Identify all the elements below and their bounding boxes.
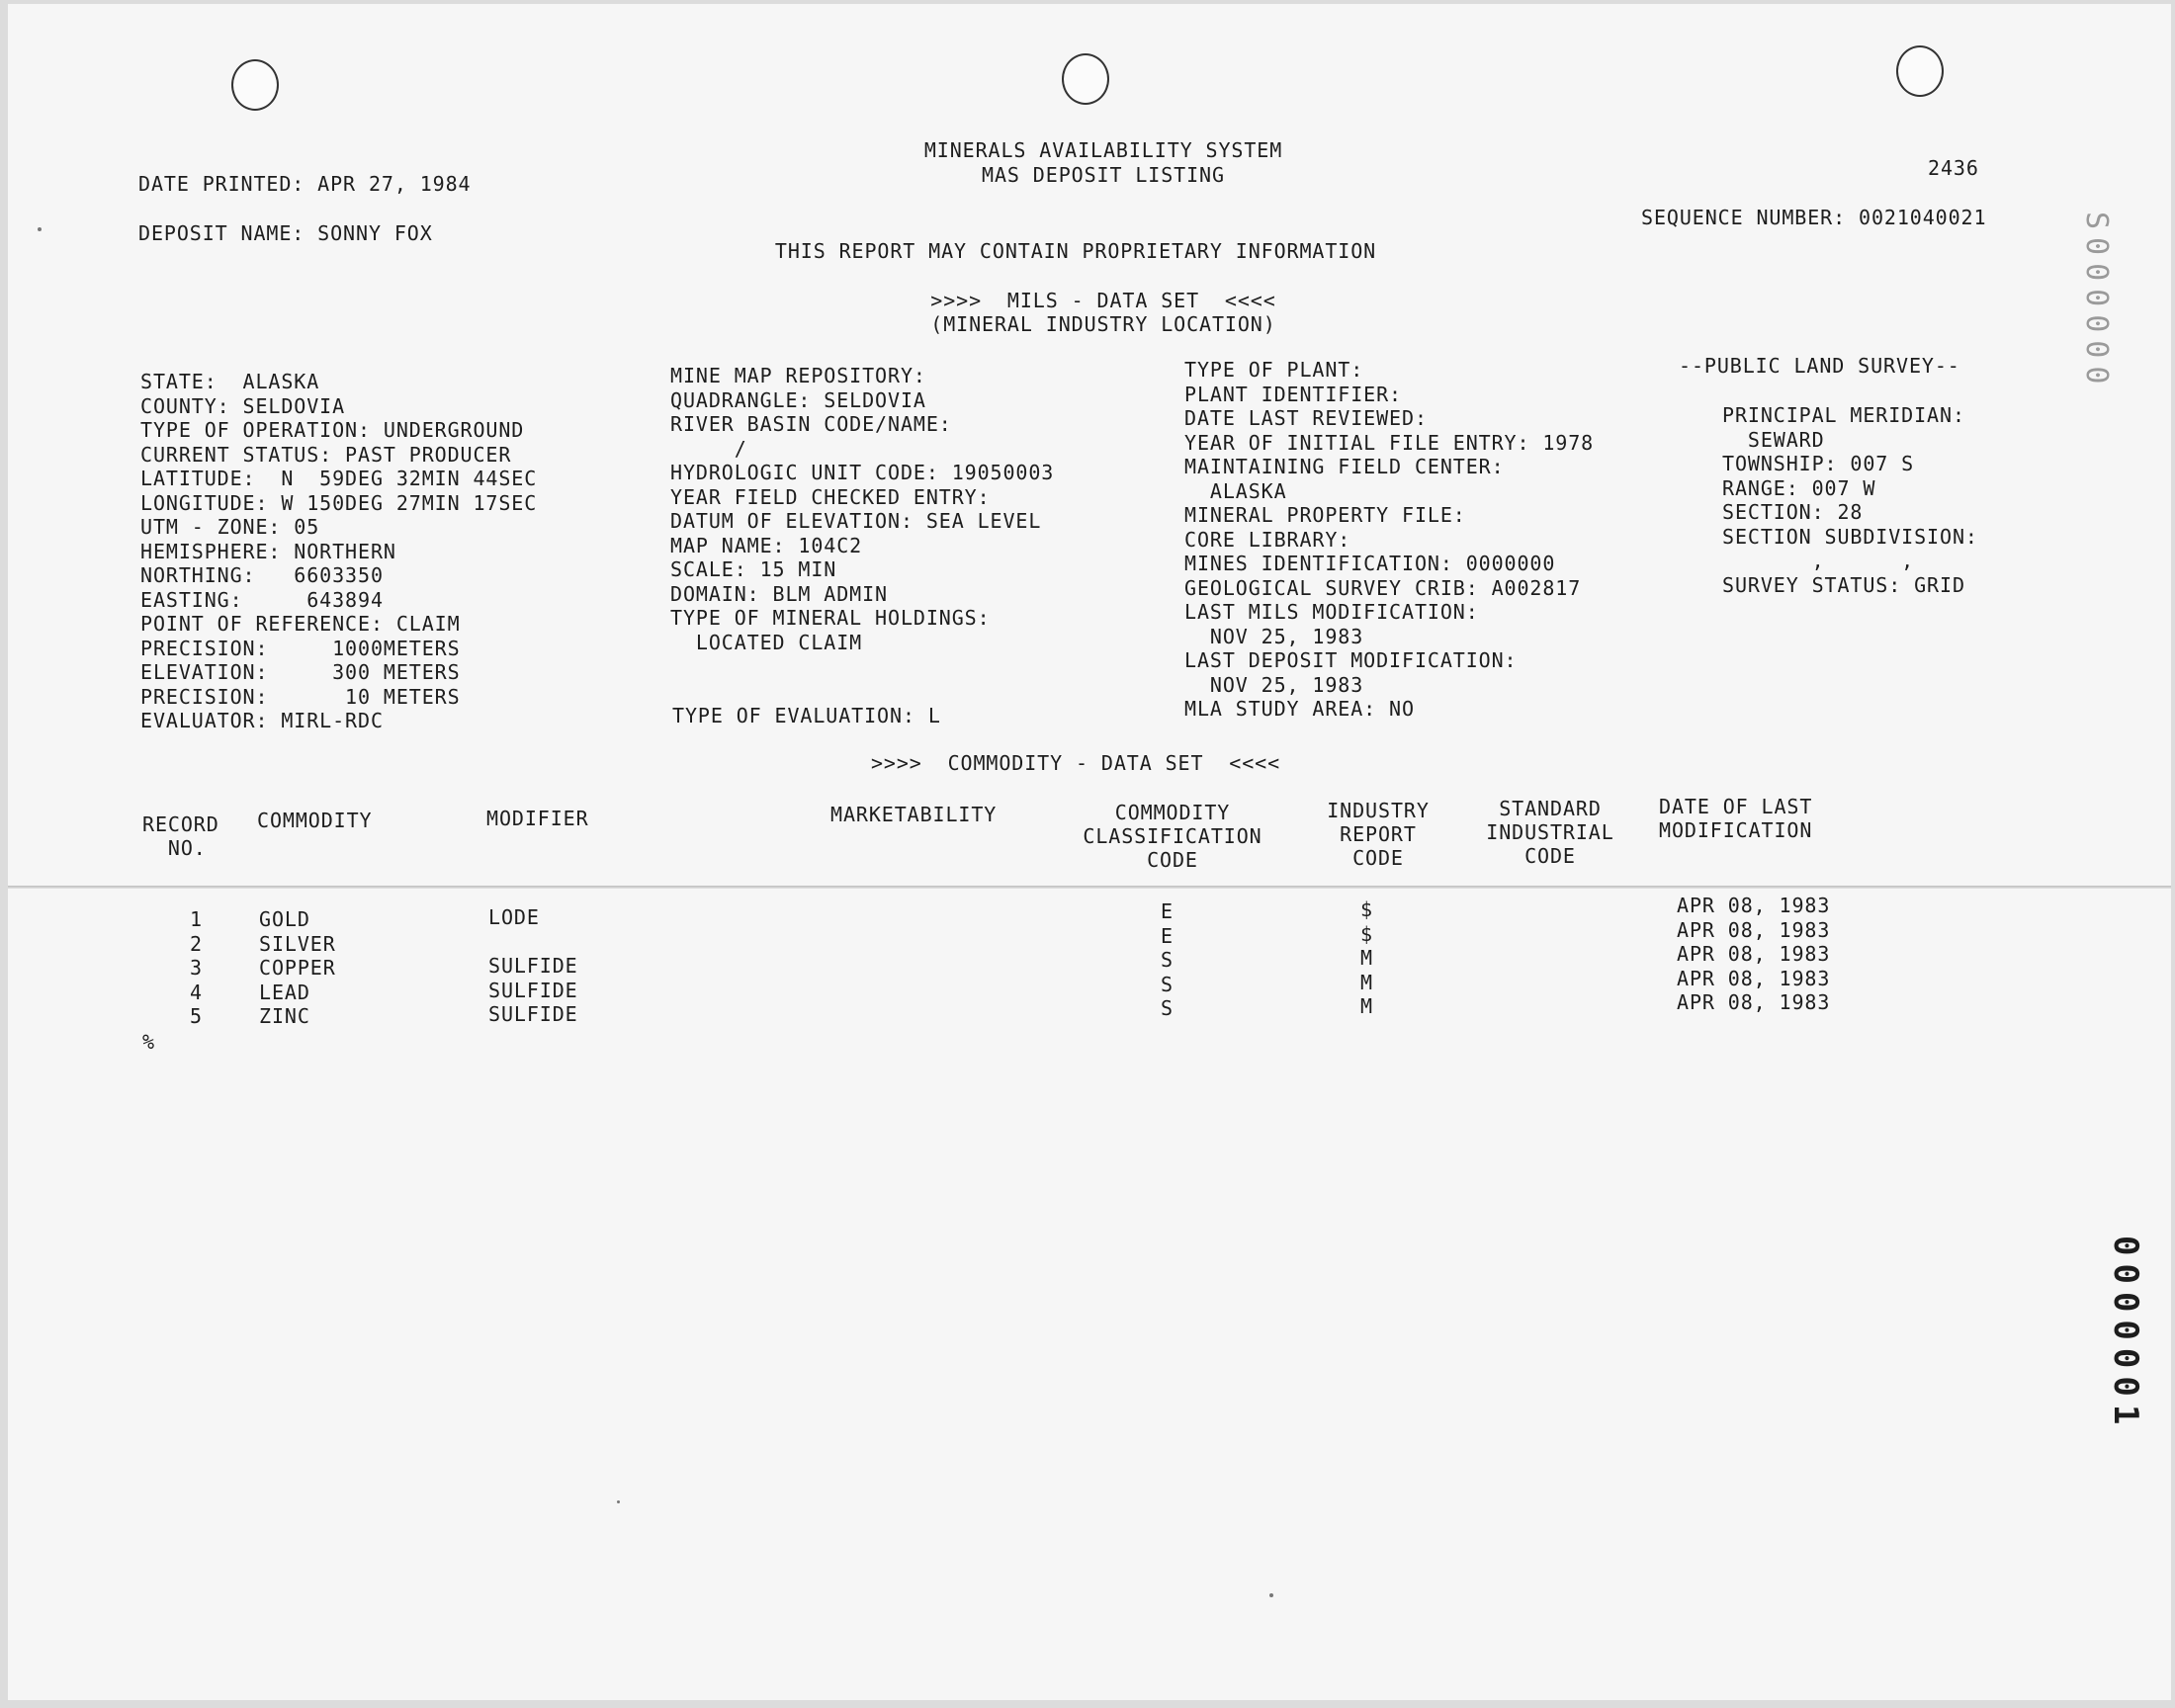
record-no: 1 [190,907,203,931]
survey-field: SEWARD [1722,427,1825,452]
mils-field: POINT OF REFERENCE: CLAIM [140,612,461,636]
commodity-modifier: SULFIDE [488,954,578,978]
survey-field: RANGE: 007 W [1722,475,1876,500]
mils-field: MAP NAME: 104C2 [670,533,863,557]
modification-date: APR 08, 1983 [1677,990,1831,1014]
mils-field: YEAR FIELD CHECKED ENTRY: [670,484,991,509]
system-title: MINERALS AVAILABILITY SYSTEM [923,138,1283,162]
date-printed: DATE PRINTED: APR 27, 1984 [138,172,472,196]
commodity-name: SILVER [259,931,336,956]
commodity-modifier: SULFIDE [488,1002,578,1026]
mils-field: CURRENT STATUS: PAST PRODUCER [140,442,512,467]
industry-report-code: $ [1360,897,1373,921]
scan-speck [38,227,42,231]
report-page [8,4,2171,1700]
industry-report-code: $ [1360,921,1373,946]
mils-field: HYDROLOGIC UNIT CODE: 19050003 [670,461,1055,484]
scan-speck [617,1500,620,1503]
mils-field: LONGITUDE: W 150DEG 27MIN 17SEC [140,490,538,515]
mils-field: ALASKA [1184,478,1287,503]
proprietary-notice: THIS REPORT MAY CONTAIN PROPRIETARY INFORMATION [774,239,1377,263]
mils-field: MINES IDENTIFICATION: 0000000 [1184,552,1556,575]
mils-section-title: >>>> MILS - DATA SET <<<< [930,289,1276,312]
mils-field: NOV 25, 1983 [1184,624,1364,648]
mils-field: LAST DEPOSIT MODIFICATION: [1184,648,1518,672]
mils-field: EVALUATOR: MIRL-RDC [140,709,384,732]
mils-field: RIVER BASIN CODE/NAME: [670,412,952,436]
record-no: 2 [190,931,203,956]
listing-title: MAS DEPOSIT LISTING [982,163,1225,187]
mils-section-subtitle: (MINERAL INDUSTRY LOCATION) [930,312,1276,336]
mils-field: LAST MILS MODIFICATION: [1184,600,1479,624]
page-number: 2436 [1928,156,1979,180]
mils-field: QUADRANGLE: SELDOVIA [670,387,926,412]
modification-date: APR 08, 1983 [1677,894,1831,917]
commodity-name: COPPER [259,956,336,980]
binder-hole-left [231,59,279,111]
col-header-modifier: MODIFIER [486,807,589,830]
mils-field: UTM - ZONE: 05 [140,515,320,539]
classification-code: E [1161,899,1174,923]
public-land-survey-title: --PUBLIC LAND SURVEY-- [1679,354,1960,378]
mils-field: TYPE OF MINERAL HOLDINGS: [670,606,991,630]
mils-field: NOV 25, 1983 [1184,672,1364,697]
mils-field: COUNTY: SELDOVIA [140,393,346,418]
mils-field: NORTHING: 6603350 [140,563,384,587]
deposit-name: DEPOSIT NAME: SONNY FOX [138,221,433,245]
binder-hole-right [1896,45,1944,97]
commodity-name: GOLD [259,907,310,931]
classification-code: S [1161,996,1174,1020]
industry-report-code: M [1360,946,1373,970]
classification-code: S [1161,948,1174,972]
record-no: 3 [190,956,203,980]
mils-field: MLA STUDY AREA: NO [1184,697,1415,721]
mils-field: STATE: ALASKA [140,370,320,393]
survey-field: SURVEY STATUS: GRID [1722,572,1965,597]
commodity-name: ZINC [259,1004,310,1028]
survey-field: TOWNSHIP: 007 S [1722,452,1915,475]
mils-field: LATITUDE: N 59DEG 32MIN 44SEC [140,467,538,490]
mils-field: DOMAIN: BLM ADMIN [670,581,888,606]
classification-code: E [1161,923,1174,948]
mils-field: DATUM OF ELEVATION: SEA LEVEL [670,509,1042,533]
record-no: 5 [190,1004,203,1028]
scan-speck [1269,1593,1273,1597]
page-fold-line [8,886,2171,889]
col-header-classification-code: COMMODITY CLASSIFICATION CODE [1083,801,1262,872]
mils-field: PRECISION: 1000METERS [140,636,461,660]
commodity-modifier: LODE [488,905,540,929]
mils-field: DATE LAST REVIEWED: [1184,406,1428,430]
col-header-record-no: RECORD NO. [142,812,219,860]
mils-field: SCALE: 15 MIN [670,557,837,581]
mils-field: LOCATED CLAIM [670,630,863,654]
microfilm-stamp-top: S000000 [2079,212,2114,392]
mils-field: CORE LIBRARY: [1184,527,1351,552]
mils-field: GEOLOGICAL SURVEY CRIB: A002817 [1184,575,1582,600]
commodity-modifier: SULFIDE [488,978,578,1002]
survey-field: , , [1722,549,1915,572]
mils-field: PLANT IDENTIFIER: [1184,382,1402,406]
type-of-evaluation: TYPE OF EVALUATION: L [672,704,941,727]
modification-date: APR 08, 1983 [1677,966,1831,990]
mils-field: PRECISION: 10 METERS [140,684,461,709]
col-header-date-of-last-modification: DATE OF LAST MODIFICATION [1659,795,1813,842]
col-header-standard-industrial-code: STANDARD INDUSTRIAL CODE [1486,797,1614,868]
col-header-commodity: COMMODITY [257,809,373,832]
mils-field: ELEVATION: 300 METERS [140,660,461,684]
mils-field: MAINTAINING FIELD CENTER: [1184,455,1505,478]
survey-field: PRINCIPAL MERIDIAN: [1722,403,1965,427]
industry-report-code: M [1360,994,1373,1018]
mils-field: TYPE OF PLANT: [1184,358,1364,382]
mils-field: MINE MAP REPOSITORY: [670,364,926,387]
modification-date: APR 08, 1983 [1677,942,1831,966]
commodity-section-title: >>>> COMMODITY - DATA SET <<<< [870,751,1281,775]
end-of-listing-mark: % [142,1030,155,1054]
col-header-marketability: MARKETABILITY [830,803,998,826]
mils-field: HEMISPHERE: NORTHERN [140,539,396,563]
commodity-name: LEAD [259,980,310,1004]
mils-field: YEAR OF INITIAL FILE ENTRY: 1978 [1184,430,1595,455]
modification-date: APR 08, 1983 [1677,917,1831,942]
mils-field: MINERAL PROPERTY FILE: [1184,503,1466,527]
survey-field: SECTION SUBDIVISION: [1722,524,1978,549]
industry-report-code: M [1360,970,1373,994]
mils-field: TYPE OF OPERATION: UNDERGROUND [140,418,525,442]
classification-code: S [1161,972,1174,996]
record-no: 4 [190,980,203,1004]
binder-hole-center [1062,53,1109,105]
mils-field: / [670,436,747,461]
mils-field: EASTING: 643894 [140,587,384,612]
sequence-number: SEQUENCE NUMBER: 0021040021 [1641,206,1987,229]
col-header-industry-report-code: INDUSTRY REPORT CODE [1327,799,1430,870]
microfilm-stamp-bottom: 0000001 [2106,1236,2145,1433]
survey-field: SECTION: 28 [1722,500,1864,524]
